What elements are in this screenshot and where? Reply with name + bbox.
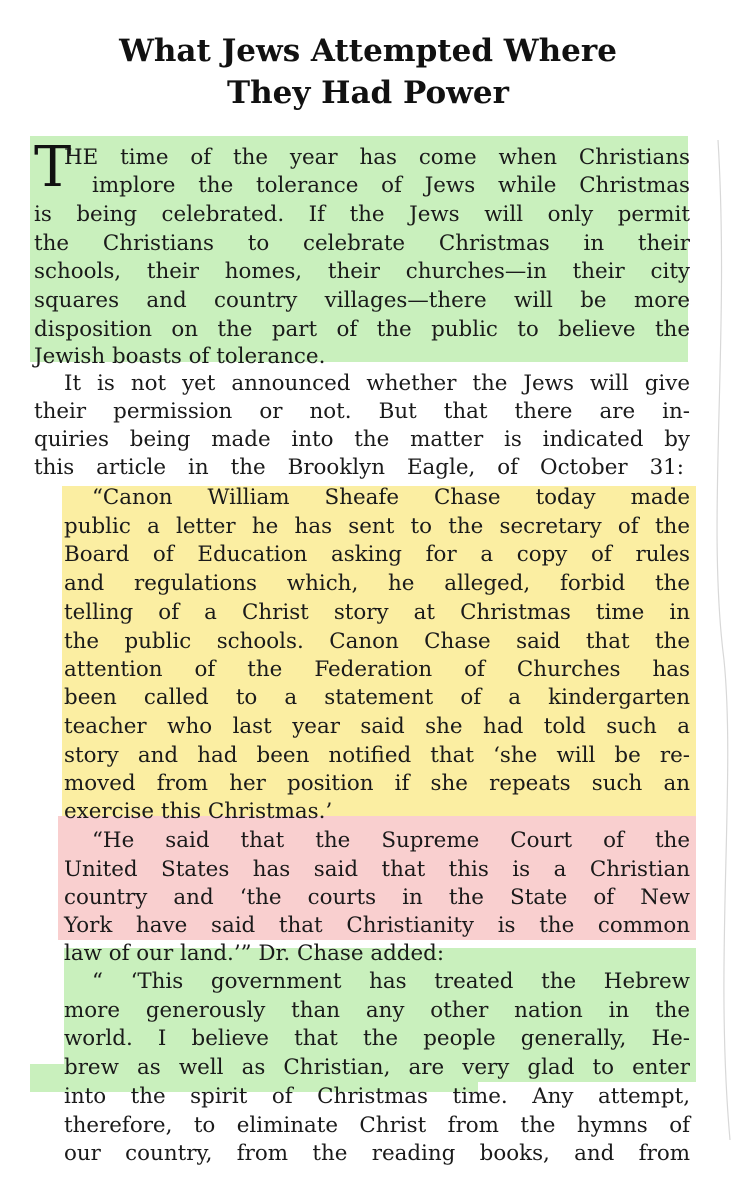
text-line: squares and country villages—there will be more — [34, 288, 690, 313]
text-line: It is not yet announced whether the Jews will give — [64, 371, 690, 396]
text-line: public a letter he has sent to the secretary of the — [64, 514, 690, 539]
text-line: story and had been notified that ‘she will be re- — [64, 743, 690, 768]
text-line: moved from her position if she repeats such an — [64, 771, 690, 796]
text-line: is being celebrated. If the Jews will only permit — [34, 202, 690, 227]
text-line: teacher who last year said she had told such a — [64, 714, 690, 739]
text-line: quiries being made into the matter is indicated by — [34, 427, 690, 452]
drop-cap: T — [34, 135, 72, 200]
text-line: more generously than any other nation in the — [64, 998, 690, 1023]
text-line: this article in the Brooklyn Eagle, of October 31: — [34, 455, 684, 480]
page-edge-curve — [700, 140, 736, 1140]
text-line: United States has said that this is a Christian — [64, 857, 690, 882]
text-line: disposition on the part of the public to believe the — [34, 317, 690, 342]
text-line: and regulations which, he alleged, forbid the — [64, 571, 690, 596]
text-line: “Canon William Sheafe Chase today made — [92, 485, 690, 510]
title-line-1: What Jews Attempted Where — [119, 33, 617, 69]
text-line: been called to a statement of a kindergarten — [64, 685, 690, 710]
text-line: HE time of the year has come when Christians — [64, 145, 690, 170]
text-line: attention of the Federation of Churches has — [64, 657, 690, 682]
text-line: “He said that the Supreme Court of the — [92, 828, 690, 853]
text-line: the public schools. Canon Chase said that the — [64, 629, 690, 654]
title-line-2: They Had Power — [227, 75, 509, 111]
text-line: their permission or not. But that there are in- — [34, 399, 690, 424]
text-line: Jewish boasts of tolerance. — [34, 344, 326, 369]
text-line: world. I believe that the people generally, He- — [64, 1026, 690, 1051]
text-line: Board of Education asking for a copy of rules — [64, 542, 690, 567]
text-line: law of our land.’” Dr. Chase added: — [64, 941, 445, 966]
text-line: therefore, to eliminate Christ from the hymns of — [64, 1113, 690, 1138]
text-line: country and ‘the courts in the State of New — [64, 885, 690, 910]
text-line: our country, from the reading books, and from — [64, 1141, 690, 1166]
text-line: York have said that Christianity is the common — [64, 913, 690, 938]
text-line: into the spirit of Christmas time. Any attempt, — [64, 1084, 690, 1109]
text-line: schools, their homes, their churches—in their city — [34, 259, 690, 284]
text-line: telling of a Christ story at Christmas time in — [64, 600, 690, 625]
text-line: exercise this Christmas.’ — [64, 799, 333, 824]
text-line: the Christians to celebrate Christmas in their — [34, 231, 690, 256]
text-line: brew as well as Christian, are very glad to enter — [64, 1055, 690, 1080]
text-line: “ ‘This government has treated the Hebrew — [92, 969, 690, 994]
text-line: implore the tolerance of Jews while Christmas — [92, 173, 690, 198]
